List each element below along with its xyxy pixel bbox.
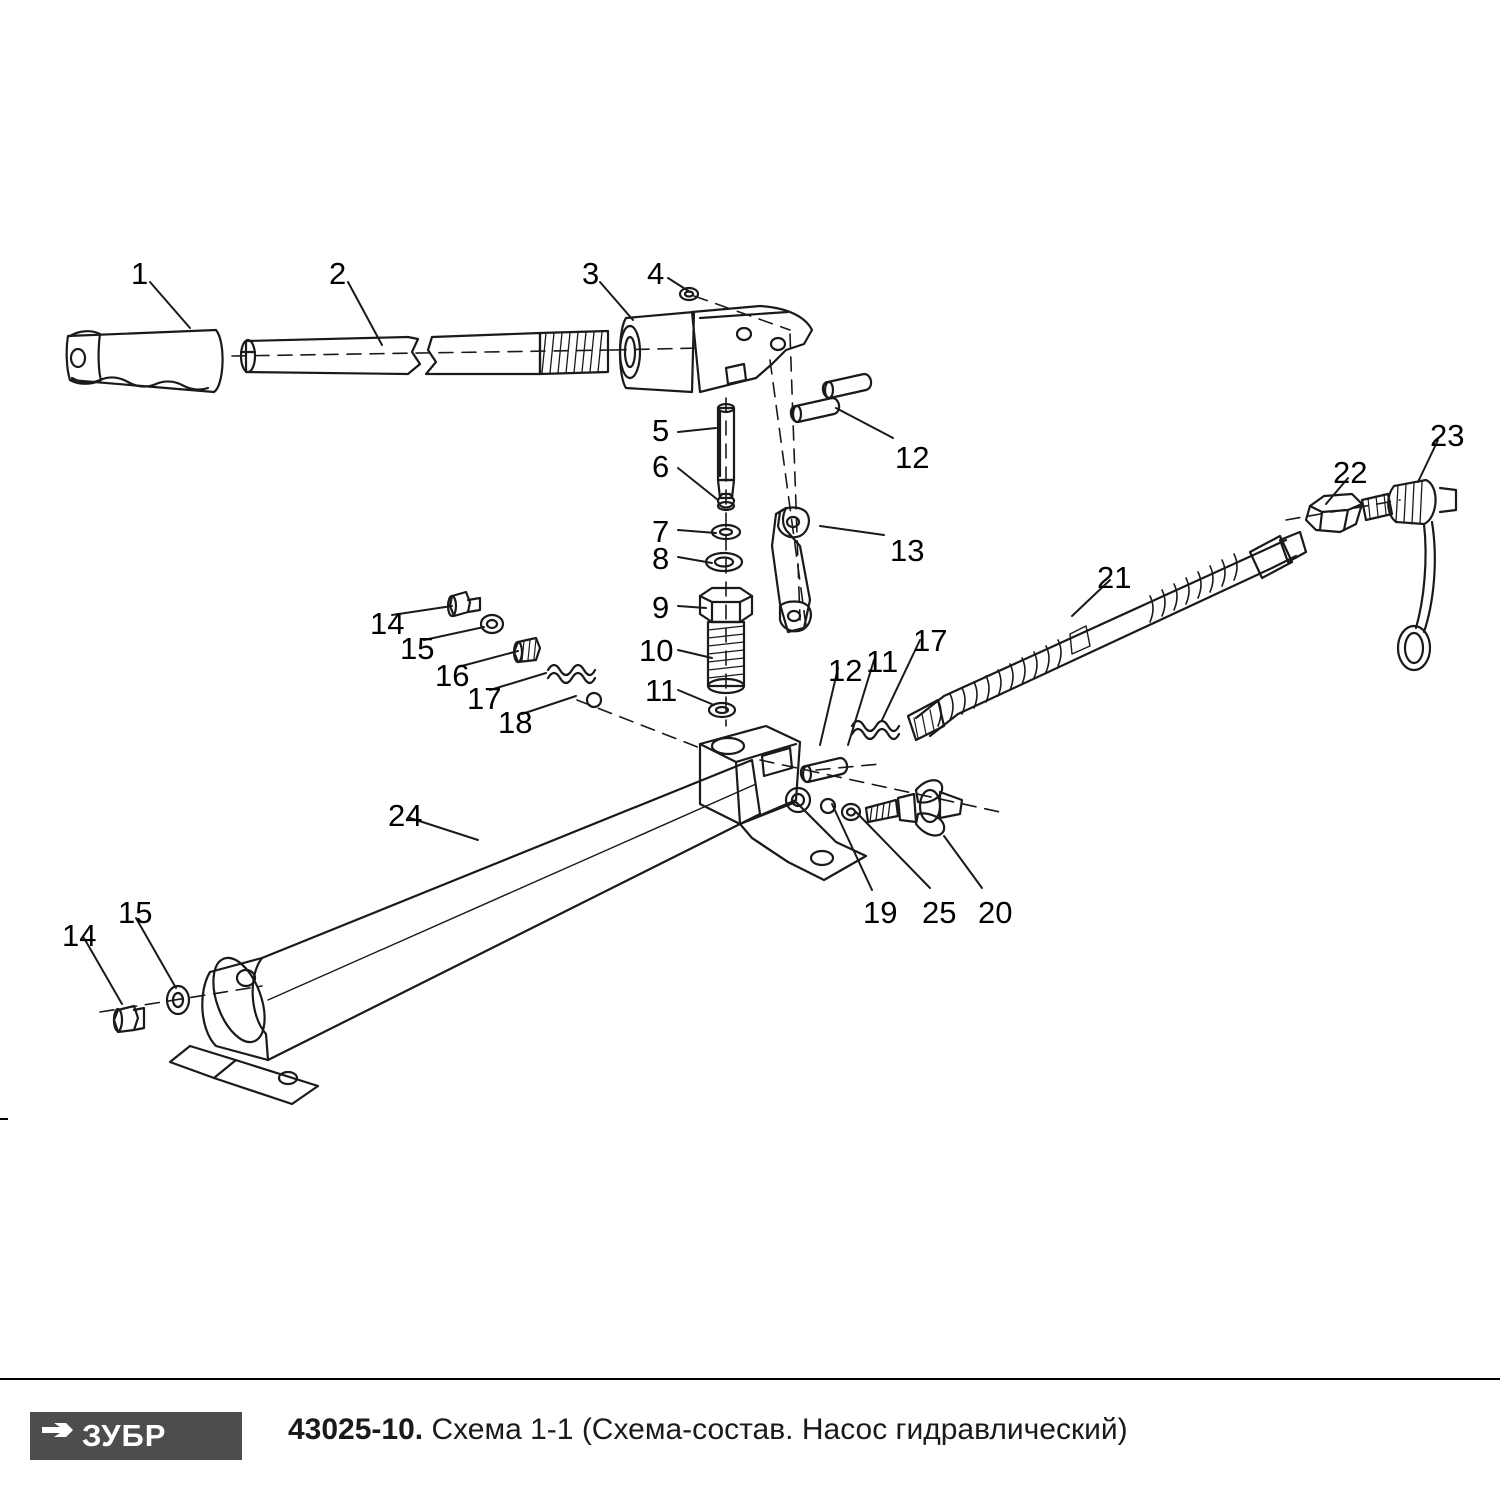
callout-20: 20 [978,895,1013,930]
callout-24: 24 [388,798,423,833]
callout-4: 4 [647,256,665,291]
footer-bar [0,1378,1500,1502]
callout-17-left: 17 [467,681,502,716]
callout-7: 7 [652,514,670,549]
callout-12-lower: 12 [828,653,863,688]
margin-tick [0,1118,8,1120]
callout-16: 16 [435,658,470,693]
callout-6: 6 [652,449,670,484]
callout-2: 2 [329,256,347,291]
callout-9: 9 [652,590,670,625]
callout-15-upper: 15 [400,631,435,666]
callout-21: 21 [1097,560,1132,595]
callout-19: 19 [863,895,898,930]
callout-1: 1 [131,256,149,291]
callout-25: 25 [922,895,957,930]
callout-3: 3 [582,256,600,291]
callout-10: 10 [639,633,674,668]
footer-caption [288,1413,1128,1447]
callout-15-lower: 15 [118,895,153,930]
callout-14-upper: 14 [370,606,405,641]
brand-logo [30,1412,242,1460]
callout-14-lower: 14 [62,918,97,953]
callout-12-upper: 12 [895,440,930,475]
callout-22: 22 [1333,455,1368,490]
callout-5: 5 [652,413,670,448]
footer-code: 43025-10. [288,1413,424,1446]
callout-23: 23 [1430,418,1465,453]
callout-8: 8 [652,541,670,576]
callout-13: 13 [890,533,925,568]
footer-description: Схема 1-1 (Схема-состав. Насос гидравлический) [431,1413,1128,1446]
callout-18: 18 [498,705,533,740]
callout-17-right: 17 [913,623,948,658]
callout-11: 11 [645,673,678,708]
callout-11-lower: 11 [866,644,899,679]
brand-name: ЗУБР [82,1418,167,1453]
arrow-logo-icon [40,1421,74,1451]
